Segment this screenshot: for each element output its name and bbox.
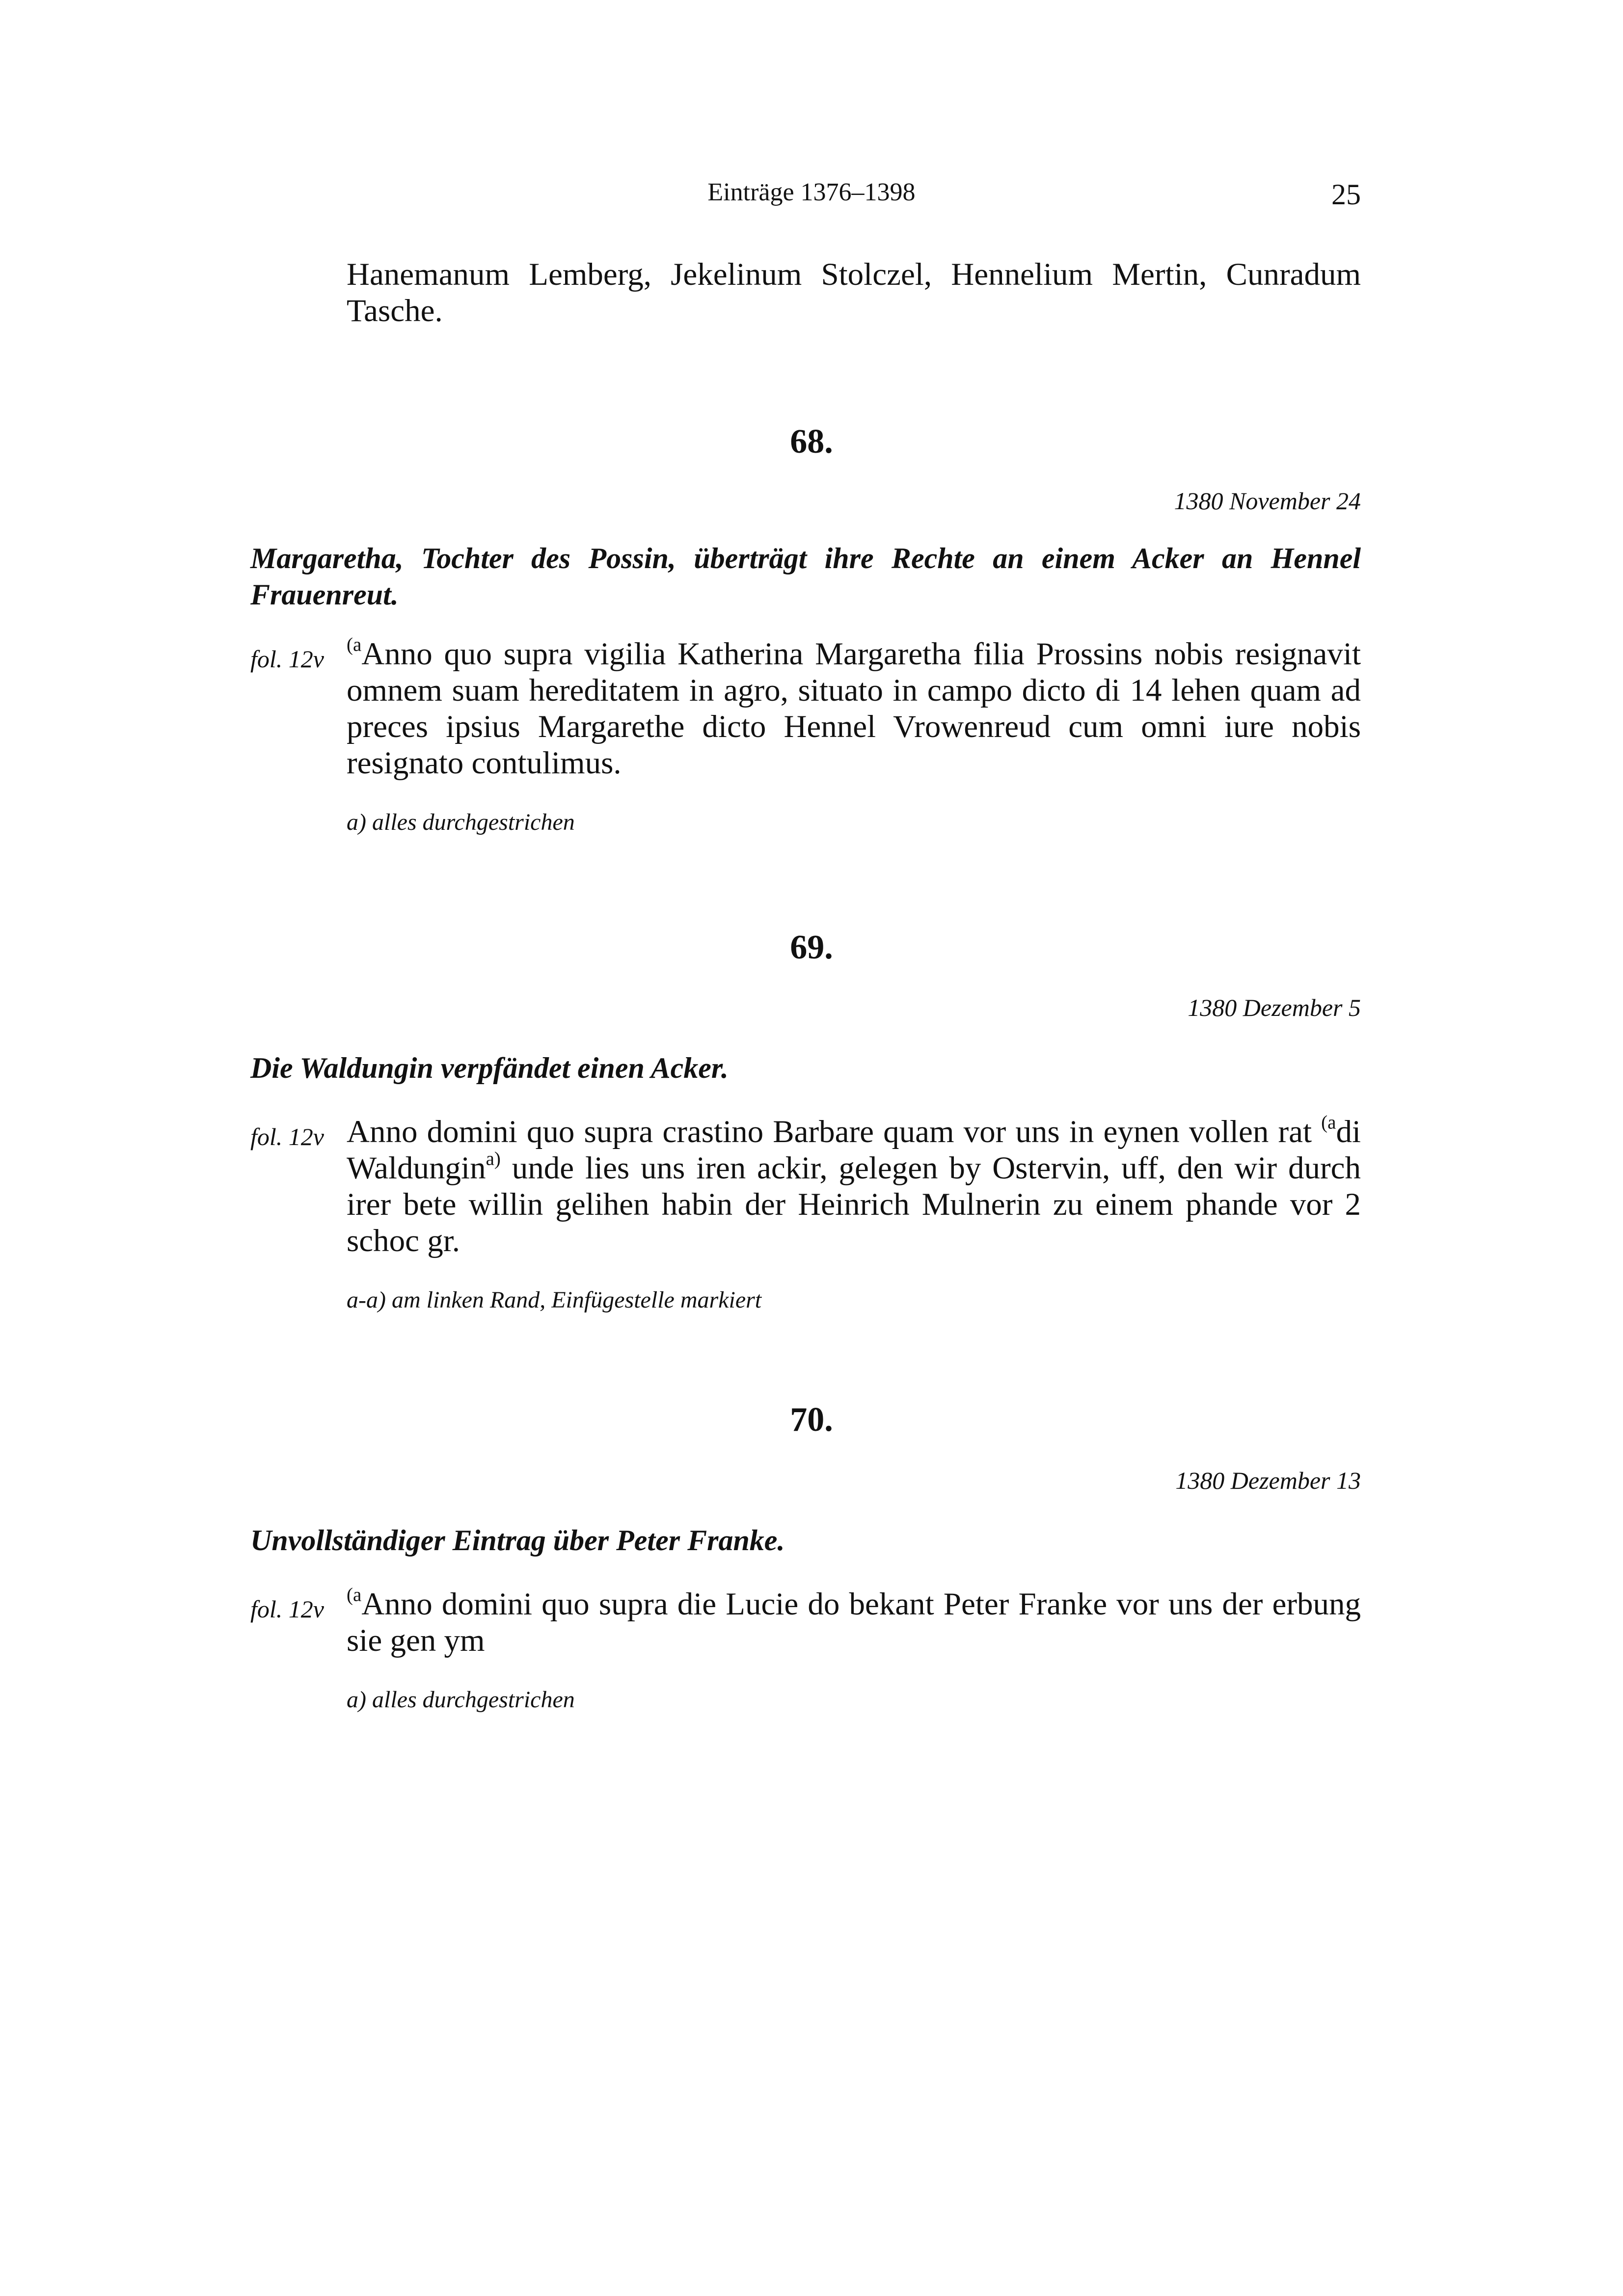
folio-reference: fol. 12v <box>250 645 324 673</box>
entry-heading: Unvollständiger Eintrag über Peter Franke. <box>250 1524 785 1557</box>
entry-number: 68. <box>790 423 833 461</box>
entry-date: 1380 November 24 <box>1174 487 1361 515</box>
insert-open-marker: (a <box>1321 1112 1336 1133</box>
folio-reference: fol. 12v <box>250 1595 324 1623</box>
entry-text <box>347 636 1361 781</box>
entry-text-start: Anno domini quo supra crastino Barbare quam vor uns in eynen vollen rat <box>347 1114 1312 1149</box>
entry-text <box>347 1114 1361 1259</box>
folio-reference: fol. 12v <box>250 1123 324 1150</box>
entry-heading: Die Waldungin verpfändet einen Acker. <box>250 1052 729 1084</box>
continuation-text: Hanemanum Lemberg, Jekelinum Stolczel, Hennelium Mertin, Cunradum Tasche. <box>347 257 1361 328</box>
footnote-marker: (a <box>347 634 362 656</box>
footnote-marker: (a <box>347 1584 362 1606</box>
entry-number: 70. <box>790 1401 833 1439</box>
footnote: a) alles durchgestrichen <box>347 1687 575 1713</box>
footnote: a-a) am linken Rand, Einfügestelle markiert <box>347 1287 762 1313</box>
entry-text <box>347 1586 1361 1659</box>
running-title: Einträge 1376–1398 <box>707 178 916 206</box>
insert-close-marker: a) <box>486 1148 501 1170</box>
footnote: a) alles durchgestrichen <box>347 809 575 835</box>
entry-text-content: Anno quo supra vigilia Katherina Margaretha filia Prossins nobis resignavit omnem suam hereditatem in agro, situato in campo dicto di 14 lehen quam ad preces ipsius Margarethe dicto Hennel Vrowenreud cum omni iure nobis resignato contulimus. <box>347 636 1361 781</box>
marginal-insert: di Waldungin <box>347 1114 1361 1186</box>
page-number: 25 <box>1331 178 1361 211</box>
entry-date: 1380 Dezember 5 <box>1188 994 1361 1021</box>
entry-number: 69. <box>790 929 833 966</box>
entry-text-content: Anno domini quo supra die Lucie do bekant Peter Franke vor uns der erbung sie gen ym <box>347 1586 1361 1658</box>
entry-text-end: unde lies uns iren ackir, gelegen by Ostervin, uff, den wir durch irer bete willin gelihen habin der Heinrich Mulnerin zu einem phande vor 2 schoc gr. <box>347 1150 1361 1258</box>
entry-date: 1380 Dezember 13 <box>1175 1467 1361 1494</box>
entry-heading: Margaretha, Tochter des Possin, überträgt ihre Rechte an einem Acker an Hennel Frauenreut. <box>250 542 1361 611</box>
